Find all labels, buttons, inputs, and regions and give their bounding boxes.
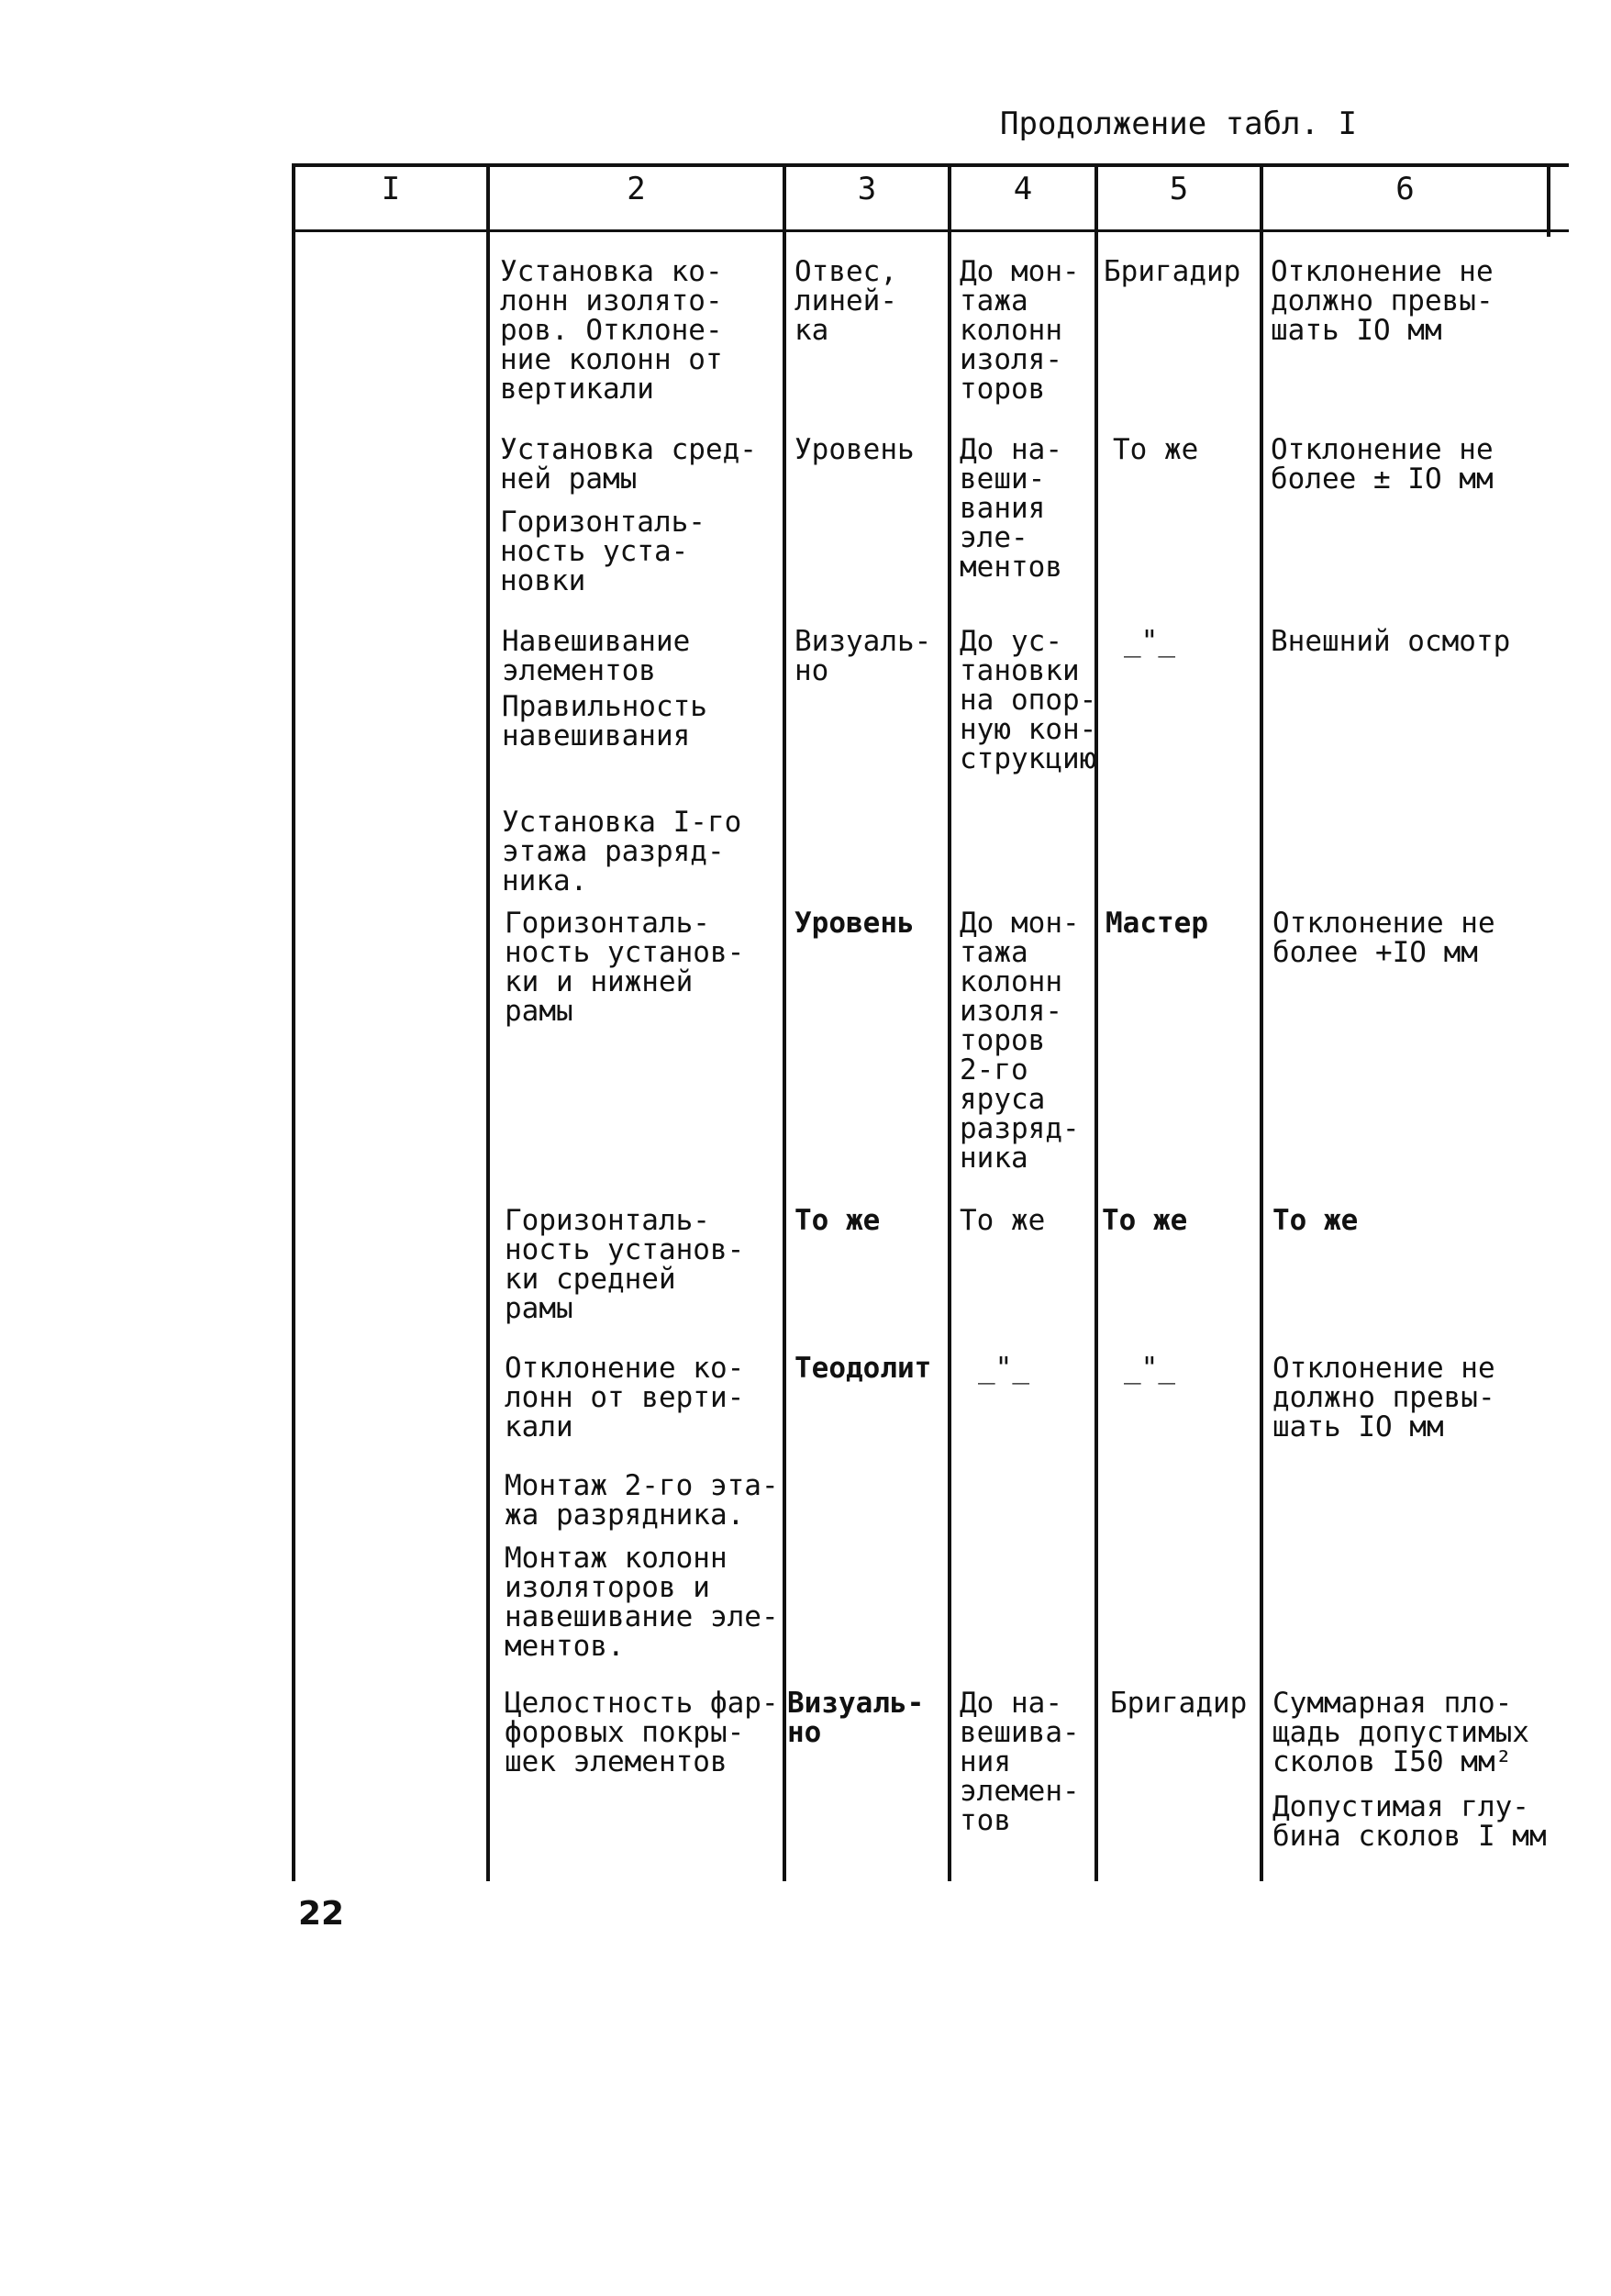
row1-tool: Отвес, линей- ка — [794, 255, 897, 347]
row6-tool: То же — [794, 1204, 881, 1237]
row3-timing: До ус- тановки на опор- ную кон- струкцию — [960, 625, 1097, 775]
row9-requirement-depth: Допустимая глу- бина сколов I мм — [1272, 1790, 1547, 1853]
row2-responsible: То же — [1113, 433, 1199, 466]
row1-operation: Установка ко- лонн изолято- ров. Отклоне- ние колонн от вертикали — [500, 255, 723, 406]
row5-timing: До мон- тажа колонн изоля- торов 2-го яруса разряд- ника — [960, 907, 1080, 1175]
row7-timing: _"_ — [978, 1352, 1029, 1385]
row6-responsible: То же — [1102, 1204, 1188, 1237]
column-border-3-4 — [948, 163, 951, 1881]
row3-requirement: Внешний осмотр — [1271, 625, 1511, 658]
row2-timing: До на- веши- вания эле- ментов — [960, 433, 1062, 584]
row9-requirement: Суммарная пло- щадь допустимых сколов I50 мм² — [1272, 1687, 1529, 1778]
row9-tool: Визуаль- но — [787, 1687, 925, 1749]
row3-responsible: _"_ — [1124, 625, 1175, 658]
header-bottom-border — [292, 229, 1569, 232]
header-col-6: 6 — [1395, 171, 1415, 207]
column-border-1-2 — [486, 163, 490, 1881]
row6-check: Горизонталь- ность установ- ки средней рамы — [505, 1204, 745, 1325]
row7-tool: Теодолит — [794, 1352, 932, 1385]
row5-tool: Уровень — [794, 907, 915, 940]
row5-responsible: Мастер — [1105, 907, 1208, 940]
column-border-2-3 — [783, 163, 786, 1881]
header-col-3: 3 — [857, 171, 877, 207]
row7-check: Отклонение ко- лонн от верти- кали — [505, 1352, 745, 1443]
row1-timing: До мон- тажа колонн изоля- торов — [960, 255, 1080, 406]
row7-requirement: Отклонение не должно превы- шать IO мм — [1272, 1352, 1495, 1443]
row7-responsible: _"_ — [1124, 1352, 1175, 1385]
row3-tool: Визуаль- но — [794, 625, 932, 687]
row2-operation: Установка сред- ней рамы — [500, 433, 757, 496]
row2-tool: Уровень — [794, 433, 915, 466]
header-col-2: 2 — [627, 171, 646, 207]
row2-requirement: Отклонение не более ± IO мм — [1271, 433, 1494, 496]
row8-section: Монтаж 2-го эта- жа разрядника. — [505, 1469, 779, 1532]
row3-check: Правильность навешивания — [502, 690, 707, 752]
row1-responsible: Бригадир — [1104, 255, 1241, 288]
page-number: 22 — [298, 1895, 345, 1933]
row8-operation: Монтаж колонн изоляторов и навешивание эле- ментов. — [505, 1542, 779, 1663]
row9-check: Целостность фар- форовых покры- шек элементов — [505, 1687, 779, 1778]
column-border-right — [1547, 163, 1550, 237]
header-col-4: 4 — [1013, 171, 1033, 207]
table-top-border — [292, 163, 1569, 167]
row6-timing: То же — [960, 1204, 1046, 1237]
row9-timing: До на- вешива- ния элемен- тов — [960, 1687, 1080, 1837]
header-col-1: I — [381, 171, 401, 207]
column-border-4-5 — [1094, 163, 1098, 1881]
row1-requirement: Отклонение не должно превы- шать IO мм — [1271, 255, 1494, 347]
row5-check: Горизонталь- ность установ- ки и нижней рамы — [505, 907, 745, 1028]
row5-requirement: Отклонение не более +IO мм — [1272, 907, 1495, 969]
row9-responsible: Бригадир — [1110, 1687, 1248, 1720]
column-border-left — [292, 163, 295, 1881]
row2-check: Горизонталь- ность уста- новки — [500, 506, 706, 597]
header-col-5: 5 — [1169, 171, 1189, 207]
row6-requirement: То же — [1272, 1204, 1359, 1237]
column-border-5-6 — [1260, 163, 1263, 1881]
row3-operation: Навешивание элементов — [502, 625, 691, 687]
row4-section: Установка I-го этажа разряд- ника. — [502, 806, 742, 897]
table-caption: Продолжение табл. I — [1000, 106, 1357, 142]
